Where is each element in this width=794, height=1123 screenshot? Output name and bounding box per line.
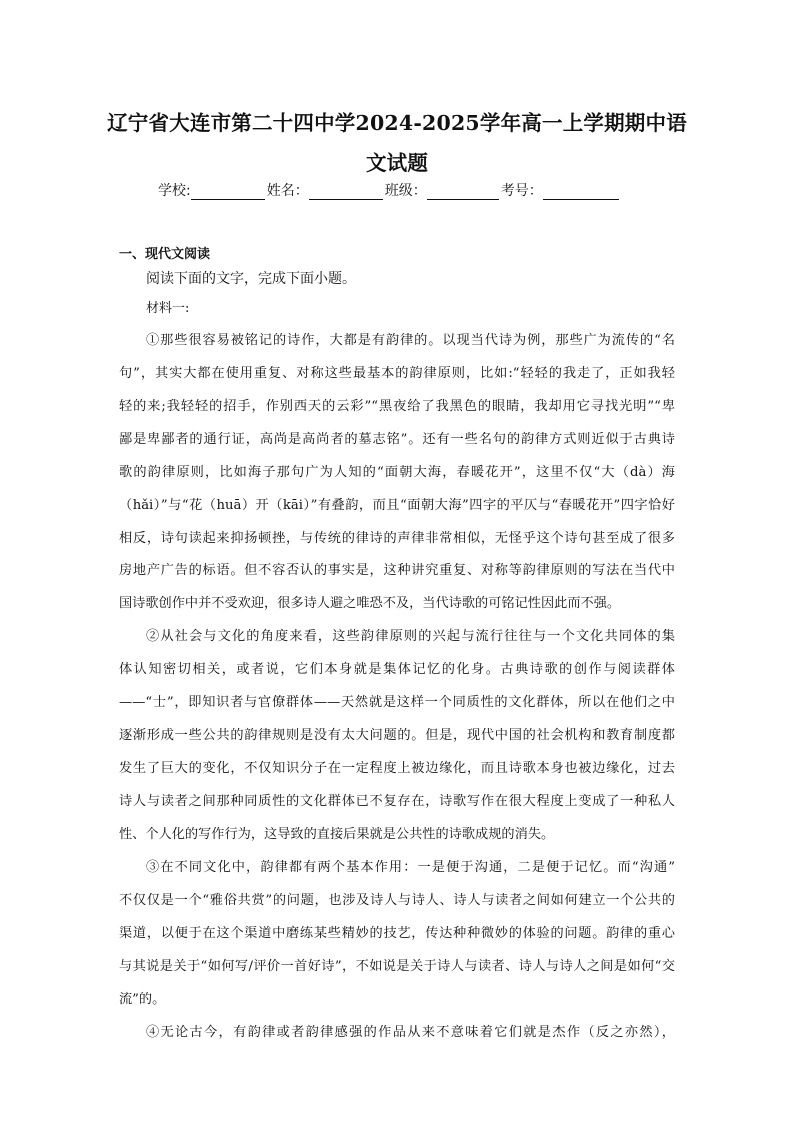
text-line: 流”的。 xyxy=(119,992,166,1007)
text-line: 与其说是关于“如何写/评价一首好诗”，不如说是关于诗人与读者、诗人与诗人之间是如何“交 xyxy=(119,959,675,974)
name-label: 姓名： xyxy=(266,183,309,199)
material-label: 材料一: xyxy=(146,301,190,316)
document-title-line-1: 辽宁省大连市第二十四中学2024-2025学年高一上学期期中语 xyxy=(107,111,687,135)
text-line: 国诗歌创作中并不受欢迎，很多诗人避之唯恐不及，当代诗歌的可铭记性因此而不强。 xyxy=(119,596,621,611)
text-line: 房地产广告的标语。但不容否认的事实是，这种讲究重复、对称等韵律原则的写法在当代中 xyxy=(119,563,675,578)
text-line: 不仅仅是一个“雅俗共赏”的问题，也涉及诗人与诗人、诗人与读者之间如何建立一个公共的 xyxy=(119,893,675,908)
text-line: 渠道，以便于在这个渠道中磨练某些精妙的技艺，传达种种微妙的体验的问题。韵律的重心 xyxy=(119,926,675,941)
text-line: 诗人与读者之间那种同质性的文化群体已不复存在，诗歌写作在很大程度上变成了一种私人 xyxy=(119,794,675,809)
text-line: 逐渐形成一些公共的韵律规则是没有太大问题的。但是，现代中国的社会机构和教育制度都 xyxy=(119,728,675,743)
text-line: 句”，其实大都在使用重复、对称这些最基本的韵律原则，比如:“轻轻的我走了，正如我轻 xyxy=(119,366,675,381)
text-line: 体认知密切相关，或者说，它们本身就是集体记忆的化身。古典诗歌的创作与阅读群体 xyxy=(119,662,675,677)
school-blank xyxy=(191,184,265,200)
text-line: ——“士”，即知识者与官僚群体——天然就是这样一个同质性的文化群体，所以在他们之中 xyxy=(119,695,675,710)
document-title-line-2: 文试题 xyxy=(365,151,429,175)
name-blank xyxy=(309,184,383,200)
section-heading: 一、现代文阅读 xyxy=(119,247,211,262)
text-line: 轻的来;我轻轻的招手，作别西天的云彩”“黑夜给了我黑色的眼睛，我却用它寻找光明”“卑 xyxy=(119,399,675,414)
text-line: ①那些很容易被铭记的诗作，大都是有韵律的。以现当代诗为例，那些广为流传的“名 xyxy=(146,333,675,348)
class-label: 班级： xyxy=(384,183,427,199)
reading-instruction: 阅读下面的文字，完成下面小题。 xyxy=(146,271,356,287)
exam-number-label: 考号： xyxy=(500,183,543,199)
class-blank xyxy=(427,184,499,200)
text-line: 歌的韵律原则，比如海子那句广为人知的“面朝大海，春暖花开”，这里不仅“大（dà）海 xyxy=(119,465,675,480)
student-info-row xyxy=(158,180,638,200)
text-line: ②从社会与文化的角度来看，这些韵律原则的兴起与流行往往与一个文化共同体的集 xyxy=(146,629,675,644)
text-line: 发生了巨大的变化，不仅知识分子在一定程度上被边缘化，而且诗歌本身也被边缘化，过去 xyxy=(119,761,675,776)
text-line: 鄙是卑鄙者的通行证，高尚是高尚者的墓志铭”。还有一些名句的韵律方式则近似于古典诗 xyxy=(119,432,675,447)
text-line: （hǎi）”与“花（huā）开（kāi）”有叠韵，而且“面朝大海”四字的平仄与“春暖花开”四字恰好 xyxy=(119,498,675,513)
text-line: 性、个人化的写作行为，这导致的直接后果就是公共性的诗歌成规的消失。 xyxy=(119,827,555,842)
exam-number-blank xyxy=(543,184,619,200)
text-line: ④无论古今，有韵律或者韵律感强的作品从来不意味着它们就是杰作（反之亦然）， xyxy=(146,1025,675,1040)
text-line: ③在不同文化中，韵律都有两个基本作用：一是便于沟通，二是便于记忆。而“沟通” xyxy=(146,860,675,875)
school-label: 学校: xyxy=(158,183,191,199)
text-line: 相反，诗句读起来抑扬顿挫，与传统的律诗的声律非常相似，无怪乎这个诗句甚至成了很多 xyxy=(119,531,675,546)
